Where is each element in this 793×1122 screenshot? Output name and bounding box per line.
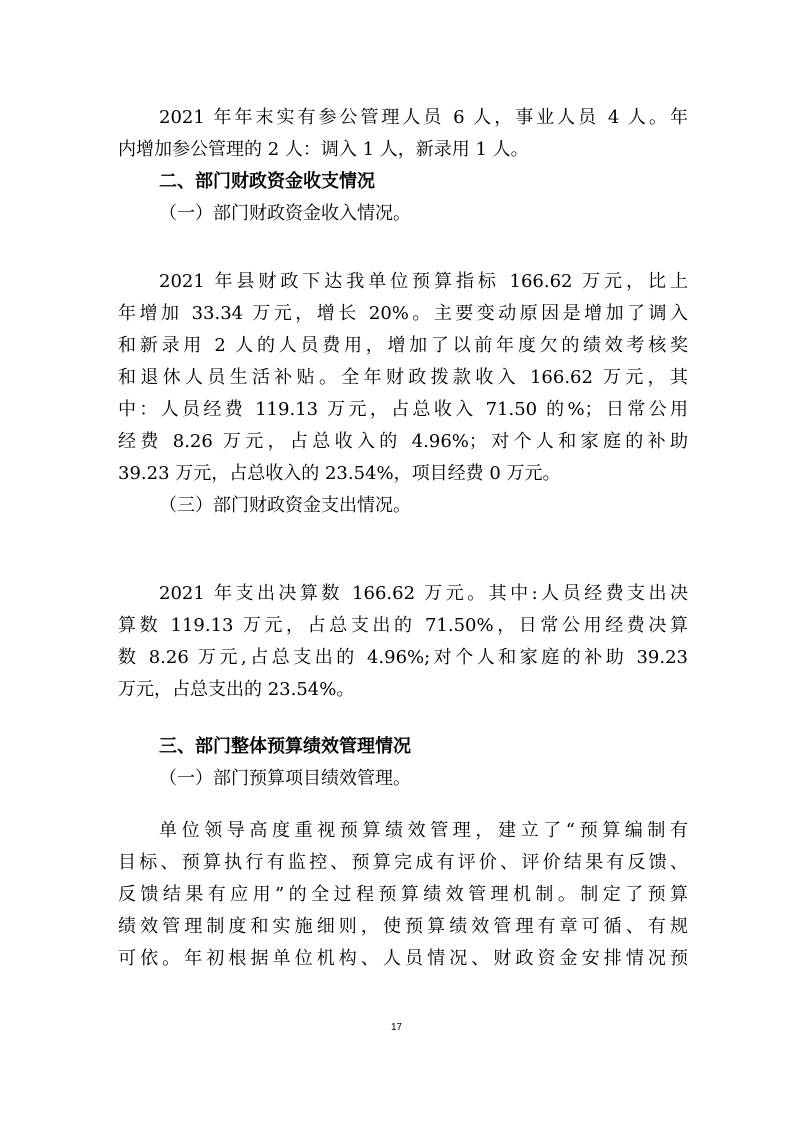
text-line: 数 8.26 万元,占总支出的 4.96%;对个人和家庭的补助 39.23 (118, 647, 688, 668)
text-line: 2021 年支出决算数 166.62 万元。其中:人员经费支出决 (159, 583, 688, 604)
text-block-1 (118, 102, 688, 230)
text-line: 万元，占总支出的 23.54%。 (118, 679, 355, 700)
subsection-heading: （一）部门预算项目绩效管理。 (159, 768, 411, 789)
text-line: 和退休人员生活补贴。全年财政拨款收入 166.62 万元，其 (118, 367, 688, 388)
text-line: 2021 年年末实有参公管理人员 6 人，事业人员 4 人。年 (159, 107, 688, 128)
text-line: 2021 年县财政下达我单位预算指标 166.62 万元，比上 (159, 271, 688, 292)
text-line: 和新录用 2 人的人员费用，增加了以前年度欠的绩效考核奖 (118, 335, 688, 356)
text-block-4 (118, 731, 688, 795)
subsection-heading: （三）部门财政资金支出情况。 (159, 495, 411, 516)
text-line: 绩效管理制度和实施细则，使预算绩效管理有章可循、有规 (118, 916, 688, 937)
section-heading: 三、部门整体预算绩效管理情况 (159, 736, 411, 757)
text-line: 39.23 万元，占总收入的 23.54%，项目经费 0 万元。 (118, 463, 561, 484)
text-block-3 (118, 578, 688, 706)
text-line: 经费 8.26 万元，占总收入的 4.96%；对个人和家庭的补助 (118, 431, 688, 452)
text-block-2 (118, 266, 688, 522)
text-block-5 (118, 815, 688, 975)
text-line: 内增加参公管理的 2 人：调入 1 人，新录用 1 人。 (118, 139, 529, 160)
page-number: 17 (390, 1022, 403, 1033)
text-line: 单位领导高度重视预算绩效管理，建立了“预算编制有 (159, 820, 688, 841)
text-line: 目标、预算执行有监控、预算完成有评价、评价结果有反馈、 (118, 852, 688, 873)
text-line: 算数 119.13 万元，占总支出的 71.50%，日常公用经费决算 (118, 615, 688, 636)
text-line: 中：人员经费 119.13 万元，占总收入 71.50 的%；日常公用 (118, 399, 688, 420)
text-line: 反馈结果有应用”的全过程预算绩效管理机制。制定了预算 (118, 884, 688, 905)
text-line: 可依。年初根据单位机构、人员情况、财政资金安排情况预 (118, 948, 688, 969)
subsection-heading: （一）部门财政资金收入情况。 (159, 203, 411, 224)
section-heading: 二、部门财政资金收支情况 (159, 171, 375, 192)
text-line: 年增加 33.34 万元，增长 20%。主要变动原因是增加了调入 (118, 303, 688, 324)
